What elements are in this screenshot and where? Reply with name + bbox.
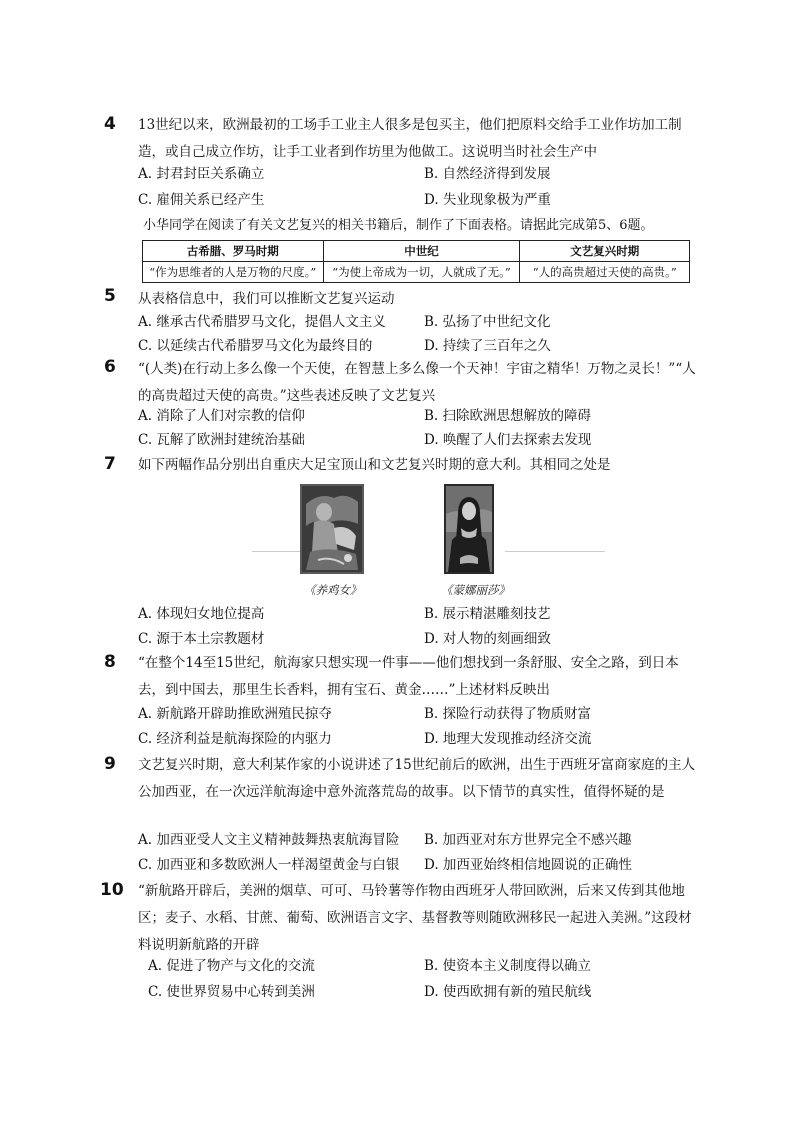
option-a[interactable]: A. 体现妇女地位提高 [138, 606, 265, 622]
option-a[interactable]: A. 促进了物产与文化的交流 [148, 958, 315, 974]
question-number: 6 [104, 357, 116, 377]
option-a[interactable]: A. 加西亚受人文主义精神鼓舞热衷航海冒险 [138, 832, 400, 848]
question-number: 4 [104, 114, 116, 134]
option-d[interactable]: D. 使西欧拥有新的殖民航线 [424, 984, 592, 1000]
table-cell: “人的高贵超过天使的高贵。” [520, 262, 690, 283]
option-c[interactable]: C. 经济利益是航海探险的内驱力 [138, 731, 332, 747]
option-c[interactable]: C. 源于本土宗教题材 [138, 631, 265, 647]
question-number: 7 [104, 454, 116, 474]
question-stem: 如下两幅作品分别出自重庆大足宝顶山和文艺复兴时期的意大利。其相同之处是 [138, 457, 611, 473]
option-c[interactable]: C. 以延续古代希腊罗马文化为最终目的 [138, 338, 373, 354]
question-stem: 从表格信息中，我们可以推断文艺复兴运动 [138, 291, 395, 307]
option-b[interactable]: B. 弘扬了中世纪文化 [424, 314, 551, 330]
mona-lisa-image [444, 484, 494, 574]
table-header: 古希腊、罗马时期 [143, 241, 324, 262]
question-number: 8 [104, 652, 116, 672]
caption-mona-lisa: 《蒙娜丽莎》 [441, 583, 510, 597]
option-b[interactable]: B. 使资本主义制度得以确立 [424, 958, 592, 974]
option-b[interactable]: B. 探险行动获得了物质财富 [424, 706, 592, 722]
divider [252, 551, 302, 552]
option-b[interactable]: B. 扫除欧洲思想解放的障碍 [424, 408, 592, 424]
option-d[interactable]: D. 唤醒了人们去探索去发现 [424, 432, 592, 448]
table-cell: “为使上帝成为一切，人就成了无。” [323, 262, 520, 283]
caption-chicken-woman: 《养鸡女》 [304, 583, 362, 597]
question-number: 5 [104, 286, 116, 306]
option-c[interactable]: C. 使世界贸易中心转到美洲 [148, 984, 315, 1000]
divider [505, 551, 605, 552]
option-b[interactable]: B. 加西亚对东方世界完全不感兴趣 [424, 832, 632, 848]
renaissance-table [142, 240, 690, 283]
option-a[interactable]: A. 封君封臣关系确立 [138, 166, 265, 182]
option-a[interactable]: A. 继承古代希腊罗马文化，提倡人文主义 [138, 314, 386, 330]
table-intro: 小华同学在阅读了有关文艺复兴的相关书籍后，制作了下面表格。请据此完成第5、6题。 [143, 218, 654, 233]
question-stem: 文艺复兴时期，意大利某作家的小说讲述了15世纪前后的欧洲，出生于西班牙富商家庭的主人公加西亚，在一次远洋航海途中意外流落荒岛的故事。以下情节的真实性，值得怀疑的是 [138, 757, 696, 800]
option-d[interactable]: D. 失业现象极为严重 [424, 192, 551, 208]
option-b[interactable]: B. 自然经济得到发展 [424, 166, 551, 182]
question-number: 10 [100, 880, 124, 900]
option-c[interactable]: C. 瓦解了欧洲封建统治基础 [138, 432, 305, 448]
chicken-woman-carving-image [300, 484, 364, 574]
option-a[interactable]: A. 消除了人们对宗教的信仰 [138, 408, 305, 424]
option-a[interactable]: A. 新航路开辟助推欧洲殖民掠夺 [138, 706, 332, 722]
question-stem: “在整个14至15世纪，航海家只想实现一件事——他们想找到一条舒服、安全之路，到日本去，到中国去，那里生长香料，拥有宝石、黄金……”上述材料反映出 [138, 655, 679, 698]
option-d[interactable]: D. 对人物的刻画细致 [424, 631, 551, 647]
table-header: 中世纪 [323, 241, 520, 262]
question-number: 9 [104, 754, 116, 774]
option-c[interactable]: C. 加西亚和多数欧洲人一样渴望黄金与白银 [138, 857, 400, 873]
option-c[interactable]: C. 雇佣关系已经产生 [138, 192, 265, 208]
option-b[interactable]: B. 展示精湛雕刻技艺 [424, 606, 551, 622]
question-stem: “(人类)在行动上多么像一个天使，在智慧上多么像一个天神！宇宙之精华！万物之灵长！”“人的高贵超过天使的高贵。”这些表述反映了文艺复兴 [138, 361, 696, 404]
question-stem: “新航路开辟后，美洲的烟草、可可、马铃薯等作物由西班牙人带回欧洲，后来又传到其他地区；麦子、水稻、甘蔗、葡萄、欧洲语言文字、基督教等则随欧洲移民一起进入美洲。”这段材料说明新航路的开辟 [138, 883, 692, 953]
option-d[interactable]: D. 地理大发现推动经济交流 [424, 731, 592, 747]
table-header: 文艺复兴时期 [520, 241, 690, 262]
question-stem: 13世纪以来，欧洲最初的工场手工业主人很多是包买主，他们把原料交给手工业作坊加工制造，或自己成立作坊，让手工业者到作坊里为他做工。这说明当时社会生产中 [138, 117, 682, 160]
option-d[interactable]: D. 加西亚始终相信地圆说的正确性 [424, 857, 632, 873]
option-d[interactable]: D. 持续了三百年之久 [424, 338, 551, 354]
table-cell: “作为思维者的人是万物的尺度。” [143, 262, 324, 283]
